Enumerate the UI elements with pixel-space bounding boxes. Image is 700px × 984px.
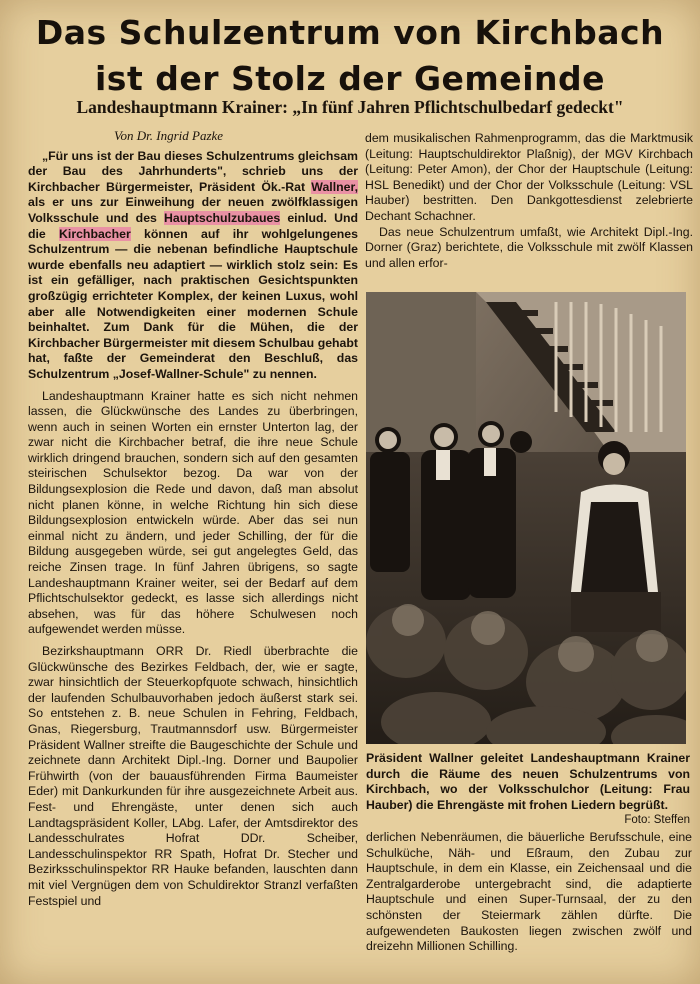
highlight-hauptschulzubaues: Hauptschulzubaues bbox=[164, 210, 281, 225]
headline-line-1: Das Schulzentrum von Kirchbach bbox=[35, 13, 665, 52]
highlight-wallner: Wallner, bbox=[311, 179, 358, 194]
highlight-kirchbacher: Kirchbacher bbox=[59, 226, 131, 241]
paragraph-riedl: Bezirkshauptmann ORR Dr. Riedl überbrachte die Glückwünsche des Bezirkes Feldbach, der, wie er sagte, zwar hinsichtlich der Steuerkopfquote schwach, hinsichtlich der laufenden Schulbauvorhaben jedoch äußerst stark sei. So entstehen z. B. neue Schulen in Fehring, Feldbach, Gnas, Riegersburg, Trautmannsdorf usw. Bürgermeister Präsident Wallner streifte die Baugeschichte der Schule und zeichnete dann Architekt Dipl.-Ing. Dorner und Baupolier Frühwirth (von der bauausführenden Firma Baumeister Eder) mit Dankurkunden für ihre ausgezeichnete Arbeit aus. Fest- und Ehrengäste, unter denen sich auch Landtagspräsident Koller, LAbg. Lafer, der Amtsdirektor des Landesschulrates Hofrat DDr. Scheiber, Landesschulinspektor RR Spath, Hofrat Dr. Stecher und Bezirksschulinspektor RR Hauke befanden, lauschten dann mit viel Vergnügen dem von Schuldirektor Stranzl verfaßten Festspiel und bbox=[28, 644, 358, 908]
article-column-right-continued bbox=[366, 830, 692, 955]
headline-line-2: ist der Stolz der Gemeinde bbox=[94, 59, 605, 98]
press-photo bbox=[366, 292, 686, 744]
paragraph-architect: Das neue Schulzentrum umfaßt, wie Architekt Dipl.-Ing. Dorner (Graz) berichtete, die Volksschule mit zwölf Klassen und allen erfor- bbox=[365, 224, 693, 270]
headline bbox=[0, 10, 700, 102]
caption-text: Präsident Wallner geleitet Landeshauptmann Krainer durch die Räume des neuen Schulzentrums von Kirchbach, wo der Volksschulchor (Leitung: Frau Hauber) die Ehrengäste mit frohen Liedern begrüßt. bbox=[366, 751, 690, 812]
article-column-left bbox=[28, 128, 358, 909]
paragraph-music: dem musikalischen Rahmenprogramm, das die Marktmusik (Leitung: Hauptschuldirektor Plaßnig), der MGV Kirchbach (Leitung: Peter Amon), der Chor der Hauptschule (Leitung: HSL Benedikt) und der Chor der Volksschule (Leitung: VSL Hauber) bestritten. Den Dankgottesdienst zelebrierte Dechant Schachner. bbox=[365, 131, 693, 223]
lead-text-1: „Für uns ist der Bau dieses Schulzentrums gleichsam der Bau des Jahrhunderts", schrieb uns der Kirchbacher Bürgermeister, Präsident Ök.-Rat bbox=[28, 148, 358, 194]
photo-credit: Foto: Steffen bbox=[624, 814, 690, 827]
byline: Von Dr. Ingrid Pazke bbox=[114, 128, 224, 143]
photo-caption bbox=[366, 751, 690, 829]
photo-illustration bbox=[366, 292, 686, 744]
lead-text-2: als er uns zur Einweihung der neuen zwölfklassigen Volksschule und des bbox=[28, 195, 358, 225]
paragraph-krainer: Landeshauptmann Krainer hatte es sich nicht nehmen lassen, die Glückwünsche des Landes zu überbringen, wenn auch in seinen Worten ein ernster Unterton lag, der zwar nicht die Kirchbacher betraf, die ihre neue Schule wirklich dringend brauchen, sondern sich auf den gesamten steirischen Schulsektor bezog. Da war von der Bildungsexplosion die Rede und davon, daß man absolut nicht planen könne, in welche Richtung hin sich diese Bildungsexplosion entwickeln würde. Aber das sei nun einmal nicht zu ändern, und jeder Schilling, der für die Bildung ausgegeben würde, sei gut angelegtes Geld, das reiche Zinsen trage. In fünf Jahren übrigens, so sagte Landeshauptmann Krainer weiter, sei der Bedarf auf dem Pflichtschulsektor gedeckt, es lasse sich allerdings nicht absehen, was für das höhere Schulwesen noch aufgewendet werden müsse. bbox=[28, 388, 358, 637]
lead-text-4: können auf ihr wohlgelungenes Schulzentrum — die nebenan befindliche Hauptschule wurde ebenfalls neu adaptiert — wirklich stolz sein: Es ist ein gefälliger, nach praktischen Gesichtspunkten großzügig errichteter Komplex, der keinen Luxus, wohl aber alle Notwendigkeiten einer modernen Schule beinhaltet. Zum Dank für die Mühen, die der Kirchbacher Bürgermeister mit diesem Schulbau gehabt hat, faßte der Gemeinderat den Beschluß, das Schulzentrum „Josef-Wallner-Schule" zu nennen. bbox=[28, 226, 358, 381]
subheadline: Landeshauptmann Krainer: „In fünf Jahren Pflichtschulbedarf gedeckt" bbox=[76, 97, 624, 117]
lead-paragraph bbox=[28, 149, 358, 383]
lead-text-3: einlud. Und die bbox=[28, 210, 359, 241]
article-column-right bbox=[365, 131, 693, 271]
paragraph-rooms: derlichen Nebenräumen, die bäuerliche Berufsschule, eine Schulküche, Näh- und Eßraum, den Zubau zur Hauptschule, in dem ein Klasse, ein Zeichensaal und die Zentralgarderobe untergebracht sind, die adaptierte Hauptschule und einen Super-Turnsaal, der zu den schönsten der Steiermark zählen dürfte. Die aufgewendeten Baukosten liegen zwischen zwölf und dreizehn Millionen Schilling. bbox=[366, 830, 692, 954]
